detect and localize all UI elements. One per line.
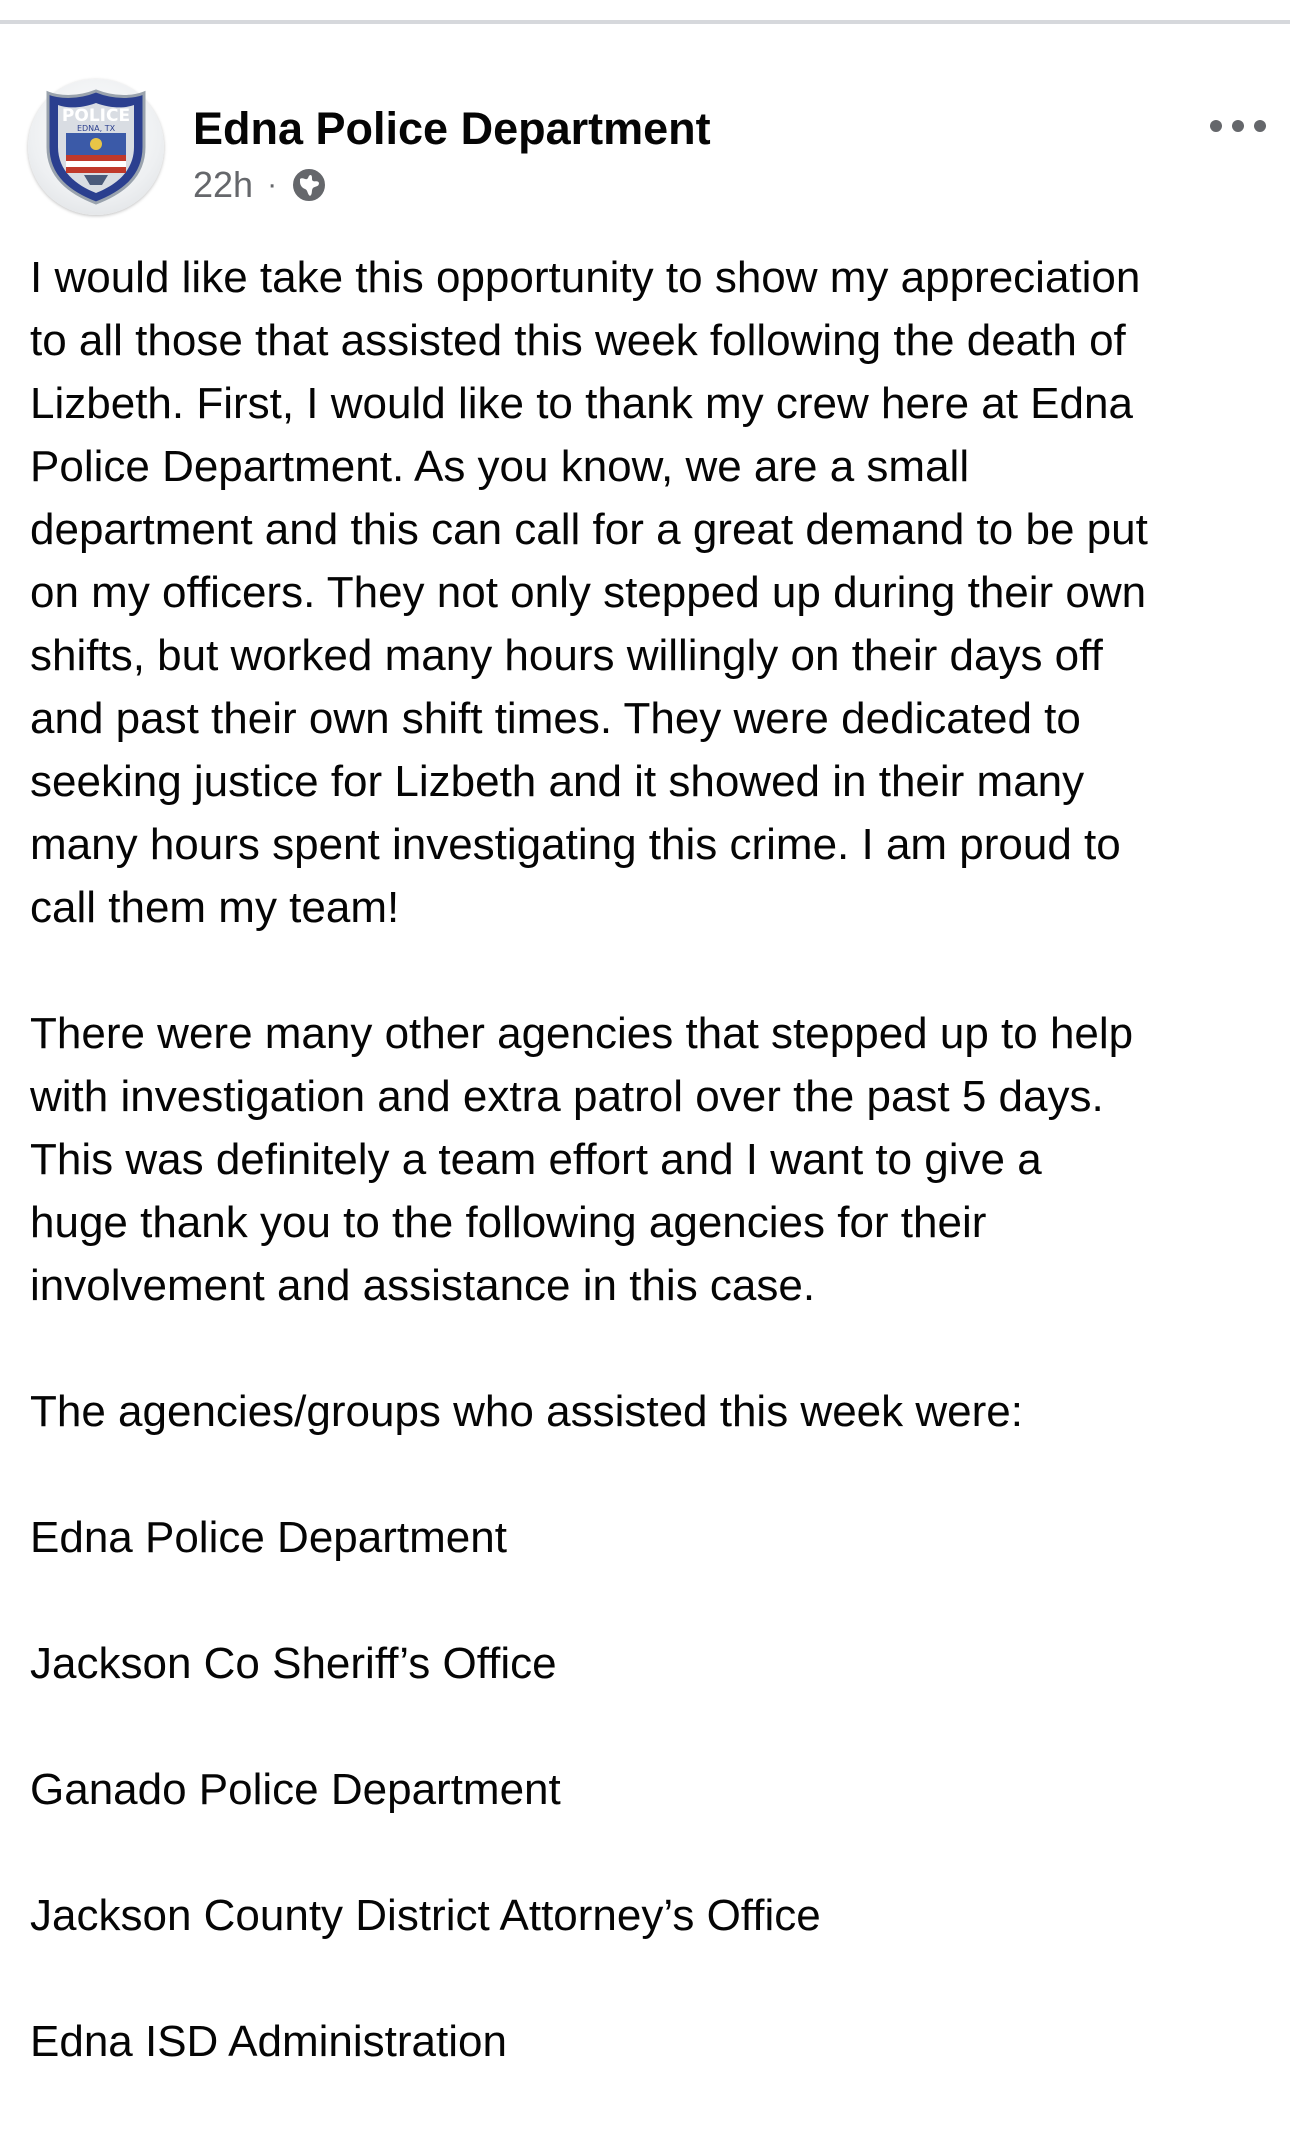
text-line: seeking justice for Lizbeth and it showed in their many	[30, 757, 1085, 806]
text-line: and past their own shift times. They were dedicated to	[30, 694, 1081, 743]
post-body	[30, 246, 1270, 2136]
page-avatar[interactable]	[28, 79, 164, 215]
text-line: on my officers. They not only stepped up during their own	[30, 568, 1147, 617]
more-dot	[1254, 120, 1266, 132]
agency-item: Jackson County District Attorney’s Office	[30, 1891, 821, 1940]
globe-icon	[291, 167, 327, 203]
text-line: Lizbeth. First, I would like to thank my crew here at Edna	[30, 379, 1133, 428]
text-line: with investigation and extra patrol over the past 5 days.	[30, 1072, 1104, 1121]
text-line: call them my team!	[30, 883, 400, 932]
text-line: This was definitely a team effort and I want to give a	[30, 1135, 1042, 1184]
text-line: Police Department. As you know, we are a small	[30, 442, 970, 491]
agency-item: Ganado Police Department	[30, 1765, 561, 1814]
more-options-icon[interactable]	[1210, 112, 1266, 140]
more-dot	[1210, 120, 1222, 132]
agency-item: Jackson Co Sheriff’s Office	[30, 1639, 557, 1688]
agency-item: Edna ISD Administration	[30, 2017, 507, 2066]
post-timestamp[interactable]: 22h	[193, 164, 254, 205]
text-line: department and this can call for a great demand to be put	[30, 505, 1148, 554]
badge-logo-subtext: EDNA, TX	[76, 124, 116, 133]
text-line: I would like take this opportunity to show my appreciation	[30, 253, 1141, 302]
text-line: involvement and assistance in this case.	[30, 1261, 816, 1310]
post-paragraph-1	[30, 246, 1270, 939]
text-line: huge thank you to the following agencies for their	[30, 1198, 987, 1247]
post-paragraph-2	[30, 1002, 1270, 1317]
meta-separator: ·	[267, 168, 278, 201]
text-line: There were many other agencies that stepped up to help	[30, 1009, 1134, 1058]
police-badge-logo	[44, 89, 148, 205]
text-line: shifts, but worked many hours willingly on their days off	[30, 631, 1103, 680]
more-dot	[1232, 120, 1244, 132]
post-header	[0, 0, 1290, 230]
agency-item: Edna Police Department	[30, 1513, 507, 1562]
post-meta	[193, 163, 327, 207]
text-line: many hours spent investigating this crime. I am proud to	[30, 820, 1121, 869]
agency-list	[30, 1506, 1270, 2073]
page-name[interactable]: Edna Police Department	[193, 103, 711, 154]
badge-logo-text: POLICE	[61, 106, 131, 126]
agencies-intro: The agencies/groups who assisted this week were:	[30, 1387, 1023, 1436]
text-line: to all those that assisted this week following the death of	[30, 316, 1126, 365]
